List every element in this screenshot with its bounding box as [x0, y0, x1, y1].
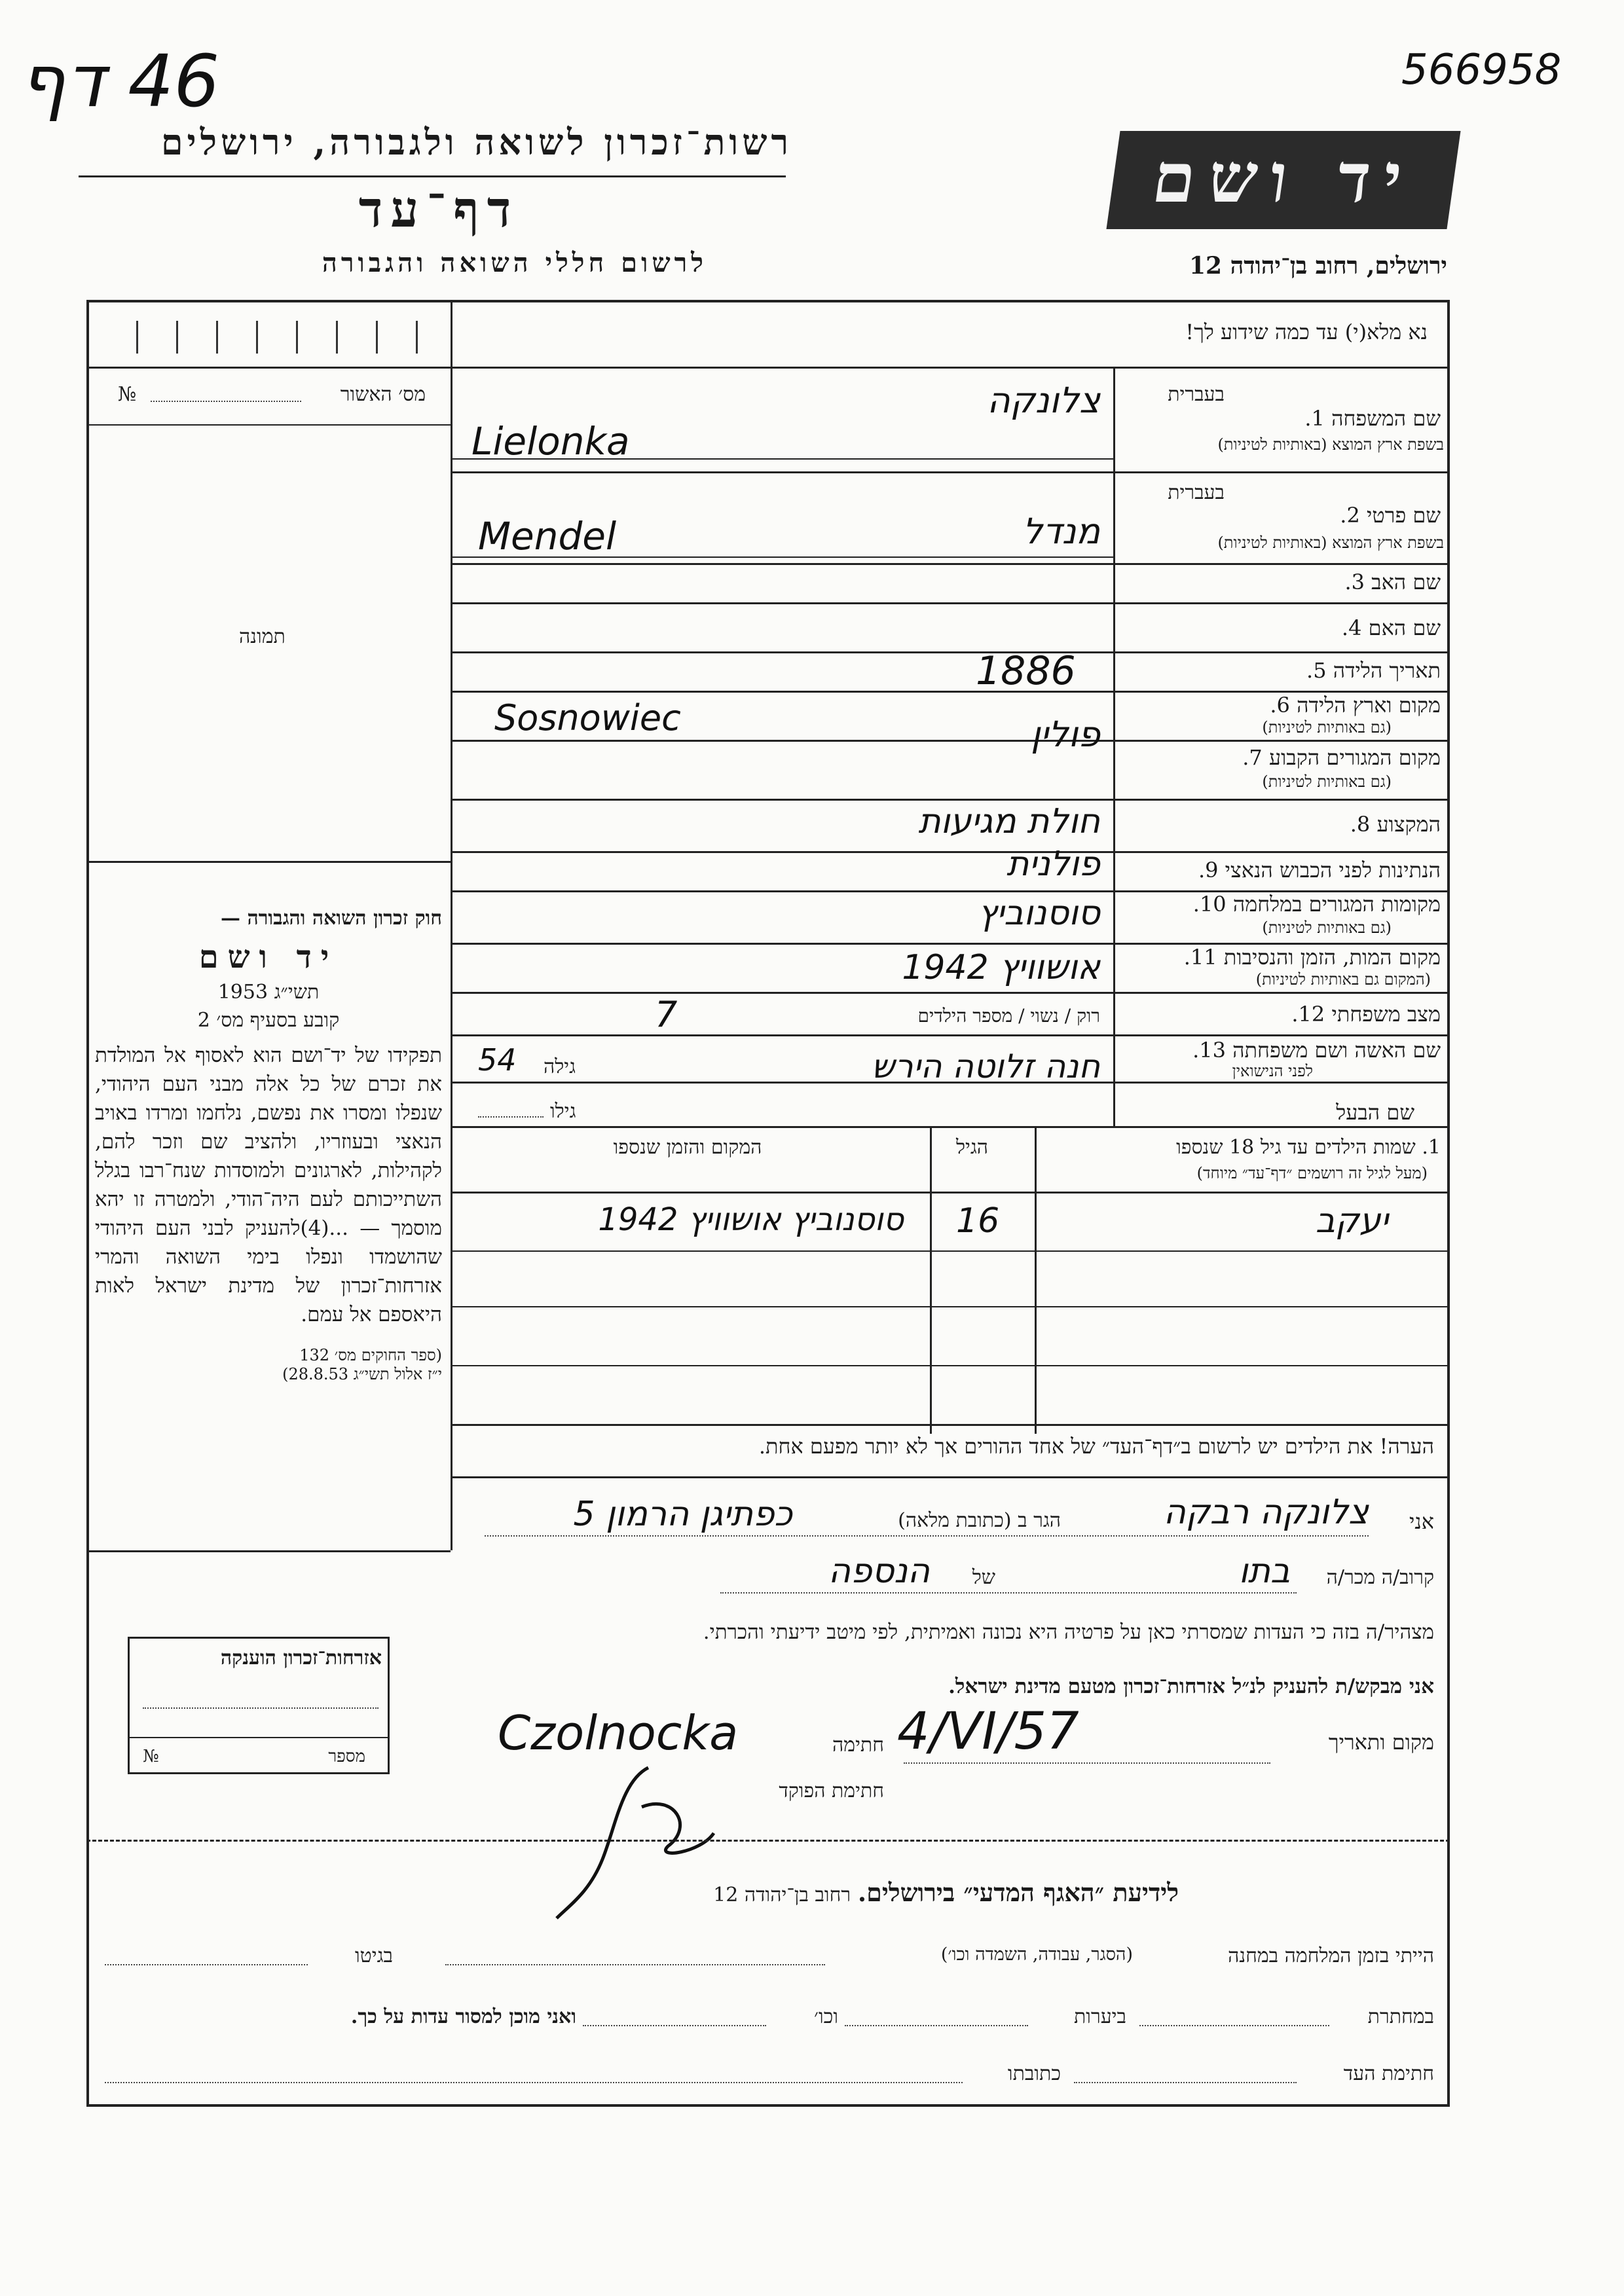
bottom-line2-c: וכו׳ — [814, 2005, 838, 2028]
field-7-note: (גם באותיות לטיניות) — [1262, 773, 1392, 791]
photo-label: תמונה — [239, 625, 286, 648]
field-9-value[interactable]: פולנית — [1006, 845, 1100, 884]
corner-file-note: 46 דף — [20, 39, 220, 123]
field-4-no: 4. — [1341, 615, 1362, 640]
bottom-line2-a: במחתרת — [1367, 2005, 1434, 2028]
bottom-line3-a: חתימת העד — [1343, 2062, 1434, 2085]
field-5-label — [1120, 658, 1441, 683]
field-9-label — [1120, 858, 1441, 883]
field-11-note: (המקום גם באותיות לטיניות) — [1255, 970, 1431, 989]
field-1-label — [1120, 406, 1441, 431]
field-7-label-text: מקום המגורים הקבוע — [1268, 745, 1441, 770]
field-12-no: 12. — [1291, 1002, 1325, 1027]
field-8-no: 8. — [1350, 812, 1371, 837]
bottom-address: רחוב בן־יהודה 12 — [713, 1884, 851, 1906]
witness-date[interactable]: 4/VI/57 — [897, 1702, 1079, 1761]
field-10-note: (גם באותיות לטיניות) — [1262, 919, 1392, 937]
field-4-label — [1120, 615, 1441, 640]
field-5-value[interactable]: 1886 — [976, 648, 1076, 694]
witness-name[interactable]: צלונקה רבקה — [1163, 1493, 1369, 1532]
witness-address[interactable]: כפתיגן הרמון 5 — [573, 1495, 792, 1534]
logo-text: יד ושם — [1147, 137, 1420, 218]
form-title: דף־עד — [358, 180, 519, 238]
field-7-no: 7. — [1242, 745, 1263, 770]
field-5-no: 5. — [1306, 658, 1327, 683]
field-6-no: 6. — [1270, 693, 1290, 718]
field-2-label — [1120, 503, 1441, 528]
witness-i-label: אני — [1409, 1509, 1434, 1534]
lang-latin-1: בשפת ארץ המוצא (באותיות לטיניות) — [1217, 435, 1444, 454]
bottom-line1-c: בגיטו — [354, 1944, 393, 1967]
field-13-label — [1120, 1038, 1441, 1063]
field-2-no: 2. — [1340, 503, 1360, 528]
field-13-note: לפני הנישואין — [1232, 1062, 1313, 1080]
place-date-label: מקום ותאריך — [1328, 1730, 1434, 1755]
lang-hebrew-1: בעברית — [1168, 383, 1225, 406]
field-13-value[interactable]: חנה זלוטה הירש — [871, 1048, 1100, 1085]
signature-label: חתימה — [832, 1734, 884, 1757]
field-10-label-text: מקומות המגורים במלחמה — [1232, 892, 1441, 917]
field-3-no: 3. — [1344, 570, 1365, 594]
wife-age-value[interactable]: 54 — [478, 1042, 517, 1078]
institution-name: רשות־זכרון לשואה ולגבורה, ירושלים — [160, 121, 792, 163]
field-3-label — [1120, 570, 1441, 594]
witness-signature[interactable]: Czolnocka — [498, 1705, 739, 1760]
bottom-line1-b: (הסגר, עבודה, השמדה וכו׳) — [940, 1944, 1133, 1965]
form-subtitle: לרשום חללי השואה והגבורה — [322, 247, 707, 278]
children-header-place: המקום והזמן שנספו — [613, 1136, 762, 1159]
children-header-name — [1041, 1136, 1441, 1159]
witness-declaration: מצהיר/ה בזה כי העדות שמסרתי כאן על פרטיה היא נכונה ואמיתית, לפי מיטב ידיעתי והכרתי. — [703, 1620, 1434, 1644]
law-source-date: י״ז אלול תשי״ג 28.8.53) — [282, 1365, 442, 1383]
law-clause: קובע בסעיף מס׳ 2 — [197, 1009, 340, 1032]
field-6-hebrew-value[interactable]: פולין — [1031, 714, 1100, 755]
field-6-latin-value[interactable]: Sosnowiec — [494, 697, 681, 738]
law-year: תשי״ג 1953 — [217, 981, 320, 1004]
field-2-latin-value[interactable]: Mendel — [478, 514, 617, 558]
children-header-text: שמות הילדים עד גיל 18 שנספו — [1176, 1136, 1416, 1159]
approval-number-mark: № — [118, 383, 137, 406]
field-12-options: רוק / נשוי / מספר הילדים — [917, 1005, 1100, 1027]
law-title: חוק זכרון השואה והגבורה — — [221, 907, 442, 930]
children-header-note: (מעל לגיל זה רושמים ״דף־עד״ מיוחד) — [1196, 1164, 1428, 1182]
child-1-age[interactable]: 16 — [956, 1201, 1000, 1241]
yad-vashem-logo — [1106, 131, 1460, 229]
field-10-value[interactable]: סוסנוביץ — [978, 894, 1100, 933]
field-6-note: (גם באותיות לטיניות) — [1262, 718, 1392, 737]
field-11-no: 11. — [1183, 945, 1217, 970]
field-12-children-count[interactable]: 7 — [655, 994, 678, 1035]
law-logo: יד ושם — [198, 939, 339, 975]
field-2-hebrew-value[interactable]: מנדל — [1022, 511, 1100, 552]
field-1-latin-value[interactable]: Lielonka — [471, 419, 630, 464]
official-signature-label: חתימת הפוקד — [779, 1779, 884, 1802]
field-13-label-text: שם האשה ושם משפחתה — [1232, 1038, 1441, 1063]
witness-relative-label: קרוב/ה מכר/ה — [1326, 1566, 1434, 1589]
citizenship-box — [128, 1637, 390, 1774]
witness-request: אני מבקש/ת להעניק לנ״ל אזרחות־זכרון מטעם מדינת ישראל. — [948, 1675, 1434, 1698]
field-4-label-text: שם האם — [1368, 615, 1441, 640]
citizenship-number-mark: № — [143, 1747, 159, 1766]
field-11-label — [1120, 945, 1441, 970]
law-panel — [95, 907, 442, 1384]
bottom-line2-d: ואני מוכן למסור עדות על כך. — [350, 2005, 576, 2028]
field-11-label-text: מקום המות, הזמן והנסיבות — [1223, 945, 1441, 970]
children-note: הערה! את הילדים יש לרשום ב״דף־העד״ של אחד ההורים אך לא יותר מפעם אחת. — [758, 1434, 1434, 1459]
law-text: תפקידו של יד־ושם הוא לאסוף אל המולדת את זכרם של כל אלה מבני העם היהודי, שנפלו ומסרו את נפשם, נלחמו ומרדו באויב הנאצי ובעוזריו, ולהציב שם וזכר להם, לקהילות, לארגונים ולמוסדות שנח־רבו בגלל השתייכותם לעם היה־הודי, ולמטרה זו יהא מוסמך — ...(4)להעניק לבני העם היהודי שהושמדו ונפלו בימי השואה והמרי אזרחות־זכרון של מדינת ישראל לאות היאספם אל עמם. — [95, 1044, 442, 1326]
field-12-label-text: מצב משפחתי — [1331, 1002, 1441, 1027]
child-1-name[interactable]: יעקב — [1315, 1201, 1388, 1241]
witness-relation[interactable]: בתו — [1238, 1552, 1290, 1591]
law-source: (ספר החוקים מס׳ 132 — [299, 1346, 442, 1364]
instruction-text: נא מלא(י) עד כמה שידוע לך! — [1185, 319, 1428, 344]
husband-label: שם הבעל — [1336, 1100, 1414, 1125]
field-1-label-text: שם המשפחה — [1331, 406, 1441, 431]
children-no: 1. — [1422, 1136, 1441, 1159]
lang-hebrew-2: בעברית — [1168, 481, 1225, 504]
field-8-value[interactable]: חולת מגיעות — [918, 802, 1100, 841]
field-9-no: 9. — [1198, 858, 1219, 883]
witness-resides-label: הגר ב (כתובת מלאה) — [898, 1509, 1061, 1532]
witness-of-value[interactable]: הנספה — [828, 1552, 930, 1591]
bottom-title-row — [458, 1878, 1179, 1908]
office-ticks — [98, 321, 439, 354]
corner-record-number: 566958 — [1401, 46, 1562, 94]
bottom-title: לידיעת ״האגף המדעי״ בירושלים. — [857, 1878, 1179, 1907]
children-header-age: הגיל — [956, 1136, 989, 1159]
field-6-label — [1120, 693, 1441, 718]
field-10-label — [1120, 892, 1441, 917]
citizenship-box-title: אזרחות־זכרון הוענקה — [220, 1647, 382, 1669]
field-13-no: 13. — [1192, 1038, 1226, 1063]
field-11-value[interactable]: אושוויץ 1942 — [902, 948, 1100, 987]
witness-of-label: של — [972, 1566, 995, 1589]
husband-age-label: גילו — [550, 1100, 576, 1123]
citizenship-number-label: מספר — [328, 1747, 365, 1766]
lang-latin-2: בשפת ארץ המוצא (באותיות לטיניות) — [1217, 534, 1444, 552]
field-12-label — [1120, 1002, 1441, 1027]
field-2-label-text: שם פרטי — [1367, 503, 1441, 528]
wife-age-label: גילה — [544, 1055, 576, 1078]
field-6-label-text: מקום וארץ הלידה — [1297, 693, 1441, 718]
field-1-no: 1. — [1304, 406, 1325, 431]
field-8-label — [1120, 812, 1441, 837]
field-3-label-text: שם האב — [1371, 570, 1441, 594]
bottom-line2-b: ביערות — [1073, 2005, 1126, 2028]
child-1-place[interactable]: סוסנוביץ אושוויץ 1942 — [598, 1201, 904, 1238]
field-10-no: 10. — [1192, 892, 1227, 917]
field-5-label-text: תאריך הלידה — [1333, 658, 1441, 683]
field-7-label — [1120, 745, 1441, 770]
field-1-hebrew-value[interactable]: צלונקה — [987, 380, 1100, 421]
address: ירושלים, רחוב בן־יהודה 12 — [1189, 252, 1447, 280]
field-9-label-text: הנתינות לפני הכבוש הנאצי — [1225, 858, 1441, 883]
field-8-label-text: המקצוע — [1376, 812, 1441, 837]
bottom-line3-b: כתובתו — [1007, 2062, 1061, 2085]
approval-label: מס׳ האשור — [340, 383, 426, 406]
bottom-line1-a: הייתי בזמן המלחמה במחנה — [1228, 1944, 1434, 1967]
